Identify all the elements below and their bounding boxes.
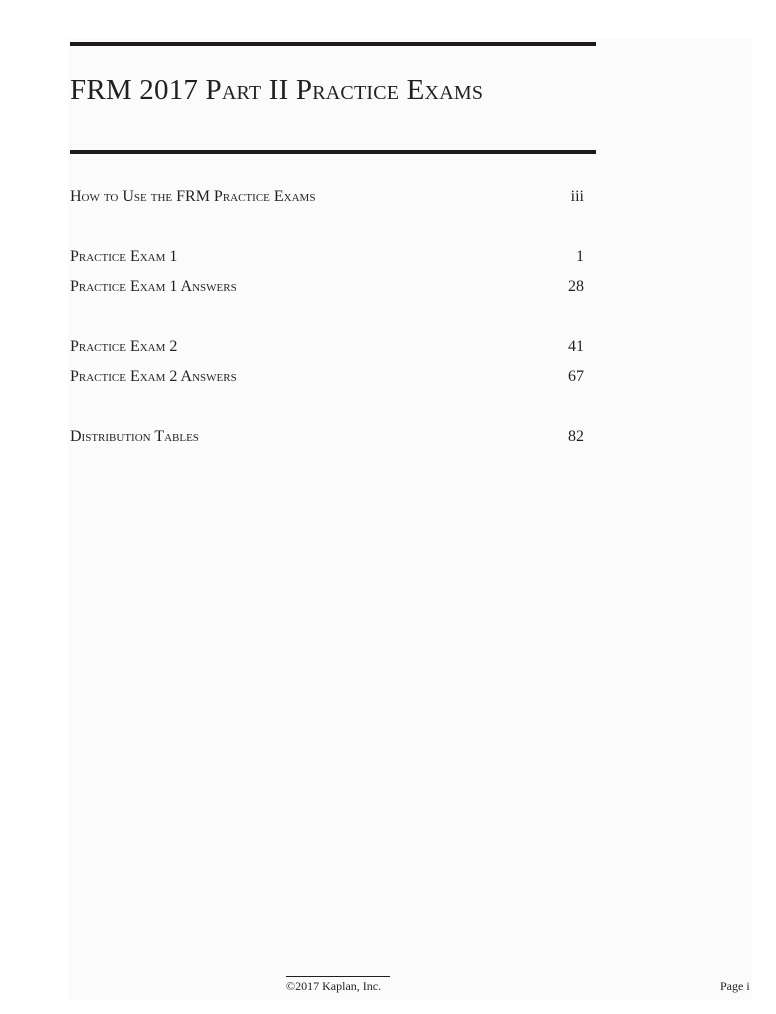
toc-entry-page-number: 1 xyxy=(576,248,584,265)
footer-rule xyxy=(286,976,390,977)
toc-entry-practice-exam-1-answers[interactable] xyxy=(70,276,584,298)
toc-entry-label: Practice Exam 1 xyxy=(70,248,178,265)
title-top-rule xyxy=(70,42,596,46)
title-bottom-rule xyxy=(70,150,596,154)
toc-entry-label: Practice Exam 1 Answers xyxy=(70,278,237,295)
toc-entry-page-number: 67 xyxy=(568,368,584,385)
footer-copyright: ©2017 Kaplan, Inc. xyxy=(286,979,382,993)
toc-entry-label: Distribution Tables xyxy=(70,428,199,445)
toc-entry-page-number: 41 xyxy=(568,338,584,355)
toc-entry-practice-exam-2[interactable] xyxy=(70,336,584,358)
toc-entry-distribution-tables[interactable] xyxy=(70,426,584,448)
toc-entry-label: Practice Exam 2 Answers xyxy=(70,368,237,385)
toc-entry-practice-exam-2-answers[interactable] xyxy=(70,366,584,388)
toc-entry-page-number: 82 xyxy=(568,428,584,445)
page-background xyxy=(68,38,752,1000)
toc-entry-page-number: 28 xyxy=(568,278,584,295)
toc-entry-label: How to Use the FRM Practice Exams xyxy=(70,188,316,205)
toc-entry-page-number: iii xyxy=(570,188,584,205)
toc-entry-practice-exam-1[interactable] xyxy=(70,246,584,268)
footer-page-number: Page i xyxy=(720,979,750,993)
toc-entry-label: Practice Exam 2 xyxy=(70,338,178,355)
page-title: FRM 2017 Part II Practice Exams xyxy=(70,74,484,106)
toc-entry-how-to-use[interactable] xyxy=(70,186,584,208)
